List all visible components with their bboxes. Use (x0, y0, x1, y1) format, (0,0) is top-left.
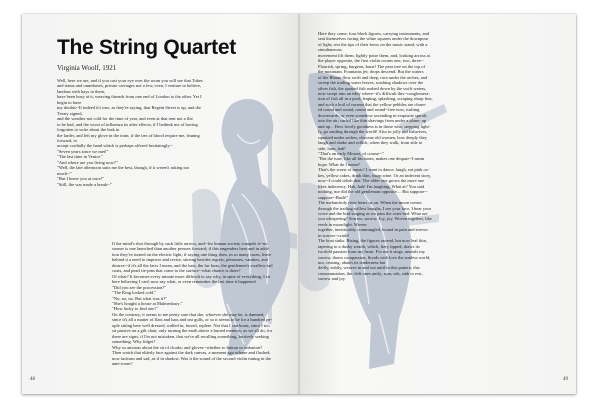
text-line: and trams and omnibuses, private carriages not a few, even, I venture to believe, (57, 83, 202, 89)
text-line: "Still, the war made a break--" (57, 181, 112, 187)
text-line: That's the worst of music! I want to dance, laugh, eat pink ca- (318, 167, 430, 173)
text-line: tion they've turned on the electric light; if saying one thing does, in so many cases, leave (112, 251, 272, 257)
text-line: "But the tune, like all his tunes, makes one despair--I mean (318, 156, 425, 162)
left-column-bottom (112, 241, 294, 366)
text-line: since it's all a matter of flats and hats and sea gulls, or so it seems to be for a hundred pe- (112, 317, 273, 323)
text-line: twofold passion from my heart. For me it sings, unseals my (318, 249, 425, 255)
text-line: ed round and round, round and round--free now, rushing (318, 107, 420, 113)
text-line: the player opposite, the first violin counts one, two, three-- (318, 58, 424, 64)
text-line: of the Rhone flow swift and deep, race under the arches, and (318, 74, 428, 80)
author-byline: Virginia Woolf, 1921 (57, 64, 117, 72)
text-line: sorrow and joy. (318, 276, 346, 282)
text-line: forward, to (57, 137, 77, 143)
text-line: begin to have (57, 99, 82, 105)
text-line: tion of fish all in a pool; leaping, splashing, scraping sharp fins; (318, 96, 433, 102)
text-line: consummation, the cleft ones unify; soar, sob, sink to rest, (318, 270, 423, 276)
text-line: deftly, subtly, weaves in and out until in this pattern, this (318, 265, 420, 271)
text-line: "How lucky to find one!" (112, 306, 158, 312)
text-line: and such a boil of current that the yellow pebbles are churn- (318, 101, 427, 107)
text-line: the mountain. Fountains jet; drops descend. But the waters (318, 69, 424, 75)
right-column (318, 31, 546, 282)
text-line: much--" (57, 170, 72, 176)
text-line: The melancholy river bears us on. When the moon comes (318, 200, 422, 206)
text-line: the larder, and left my glove in the train; if the ties of blood require me, leaning (57, 132, 200, 138)
text-line: through the trailing willow boughs, I see your face, I hear your (318, 205, 432, 211)
text-line: in sorrow--crash! (318, 232, 350, 238)
text-line: ople sitting here well dressed, walled in, furred, replete. Not that I can boast, since I too (112, 322, 270, 328)
text-line: reeds in moonlight. Woven (318, 221, 367, 227)
text-line: forgotten to write about the leak in (57, 127, 120, 133)
text-line: "The last time in Venice." (57, 154, 104, 160)
text-line: side, hum, hah! (318, 145, 346, 151)
text-line: On the contrary, it seems to me pretty sure that she, whoever she may be, is damned, (112, 311, 265, 317)
text-line: now taciturn and sad, as if in shadow. Was it the sound of the second violin tuning in the (112, 355, 271, 361)
text-line: likes indecency. Hah, hah! I'm laughing. What at? You said (318, 183, 425, 189)
text-line: "She's bought a house at Malmesbury." (112, 300, 183, 306)
text-line: tapering to a dusky wraith, which, fiery tipped, draws its (318, 243, 420, 249)
text-line: Why so anxious about the sit of cloaks; and gloves--whether to button or unbutton? (112, 344, 263, 350)
text-line: downwards, or even somehow ascending in exquisite spirals (318, 112, 427, 118)
book-spread (22, 14, 576, 394)
text-line: here believing I can't now say what, or even remember the last time it happened. (112, 279, 257, 285)
text-line: The boat sinks. Rising, the figures ascend, but now leaf thin, (318, 238, 427, 244)
book-gutter (298, 14, 300, 394)
text-line: sooner is one launched than another presses forward; if this engenders heat and in addi- (112, 246, 270, 252)
text-line: simultaneous (318, 47, 342, 53)
text-line: and the weather not cold for the time of year, and even at that rent not a flat (57, 116, 193, 122)
text-line: sweep the trailing water leaves, washing shadows over the (318, 80, 424, 86)
text-line: desires--if it's all the facts I mean, and the hats, the fur boas, the gentlemen's swallow-tail (112, 262, 273, 268)
text-line: "No, no, no. But what was it?" (112, 295, 168, 301)
text-line: hope. What do I mean? (318, 161, 360, 167)
text-line: nothing, nor did the old gentleman opposite.... But suppose-- (318, 189, 428, 195)
text-line: sit passive on a gilt chair, only turning the earth above a buried memory, as we all do, for (112, 328, 273, 334)
text-line: Then watch that elderly face against the dark canvas, a moment ago urbane and flushed; (112, 350, 271, 356)
text-line: landaus with bays in them, (57, 88, 106, 94)
text-line: suppose--Hush!" (318, 194, 349, 200)
text-line: Treaty signed, (57, 110, 83, 116)
text-line: there are signs, if I'm not mistaken, that we're all recalling something, furtively seeking (112, 333, 269, 339)
left-page-number: 48 (30, 377, 35, 382)
text-line: kes, yellow cakes, drink thin, sharp wine. Or an indecent story, (318, 172, 432, 178)
text-line: Well, here we are, and if you cast your eye over the room you will see that Tubes (57, 78, 203, 83)
right-page (299, 14, 576, 394)
text-line: sorrow, thaws compassion, floods with love the sunless world, (318, 254, 431, 260)
text-line: "Seven years since we met!" (57, 148, 109, 154)
text-line: and up... How lovely goodness is in those who, stepping light- (318, 123, 431, 129)
text-line: have been busy at it, weaving threads from one end of London to the other. Yet I (57, 94, 202, 100)
text-line: something. Why fidget? (112, 339, 156, 345)
text-line: together, inextricably commingled, bound in pain and strewn (318, 227, 428, 233)
text-line: ante-room? (112, 360, 133, 366)
text-line: silver fish, the spotted fish rushed down by the swift waters, (318, 85, 427, 91)
text-line: you whispering? Sorrow, sorrow. Joy, joy. Woven together, like (318, 216, 432, 222)
text-line: of light; rest the tips of their bows on the music stand; with a (318, 41, 428, 47)
text-line: laugh and shake and rollick, when they walk, from side to (318, 140, 423, 146)
text-line: now swept into an eddy where--it's difficult this--conglomera- (318, 90, 430, 96)
text-line: "Did you see the procession?" (112, 284, 167, 290)
text-line: voice and the bird singing as we pass the osier bed. What are (318, 210, 428, 216)
text-line: "But I knew you at once!" (57, 176, 105, 182)
story-title: The String Quartet (57, 36, 236, 59)
text-line: coats, and pearl tie-pins that come to the surface--what chance is there? (112, 268, 241, 274)
right-page-number: 49 (563, 377, 568, 382)
text-line: ly, go smiling through the world! Also in jolly old fishwives, (318, 129, 428, 135)
text-line: "That's an early Mozart, of course--" (318, 150, 384, 156)
text-line: behind it a need to improve and revise, stirring besides regrets, pleasures, vanities, and (112, 257, 268, 263)
text-line: into the air; curled like thin shavings from under a plane; up (318, 118, 427, 124)
text-line: to be had, and the worst of influenza its after effects; if I bethink me of having (57, 121, 198, 127)
text-line: Flourish, spring, burgeon, burst! The pear tree on the top of (318, 63, 425, 69)
text-line: Of what? It becomes every minute more difficult to say why, in spite of everything, I sit (112, 273, 271, 279)
text-line: squatted under arches, obscene old women, how deeply they (318, 134, 427, 140)
text-line: If the mind's shot through by such little arrows, and--for human society compels it--no (112, 241, 268, 246)
left-column-top (57, 78, 207, 187)
text-line: "And where are you living now?" (57, 159, 118, 165)
text-line: my doubts--If indeed it's true, as they're saying, that Regent Street is up, and the (57, 105, 201, 111)
text-line: movement lift them; lightly poise them, and, looking across at (318, 52, 430, 58)
text-line: "Well, the late afternoon suits me the best, though, if it weren't asking too (57, 165, 190, 171)
text-line: accept cordially the hand which is perhaps offered hesitatingly-- (57, 143, 173, 149)
text-line: "The King looked cold." (112, 290, 157, 296)
text-line: Here they come; four black figures, carrying instruments, and (318, 31, 429, 36)
left-page (22, 14, 299, 394)
text-line: now--I could relish that. The older one grows the more one (318, 178, 425, 184)
text-line: seat themselves facing the white squares under the downpour (318, 36, 429, 42)
text-line: nor, ceasing, abates its tenderness but (318, 260, 386, 266)
